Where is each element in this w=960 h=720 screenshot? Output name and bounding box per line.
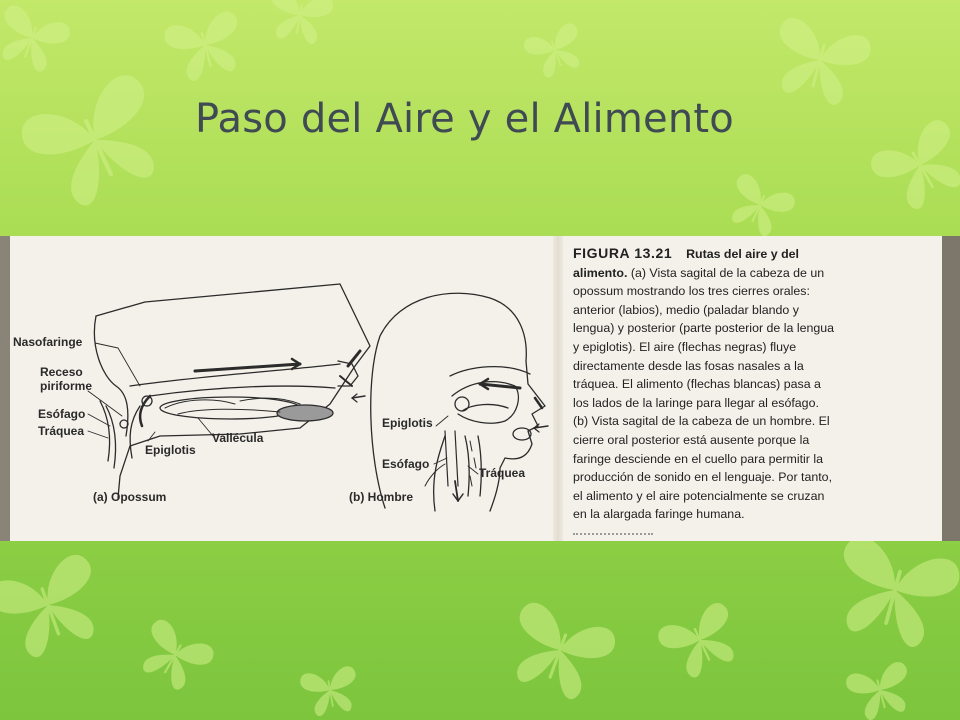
figure-caption <box>573 244 835 524</box>
label-receso: Receso <box>40 365 83 379</box>
butterfly-icon <box>131 616 218 697</box>
butterfly-icon <box>720 171 797 242</box>
slide-title: Paso del Aire y el Alimento <box>195 96 734 142</box>
butterfly-icon <box>844 660 917 720</box>
butterfly-icon <box>655 600 748 685</box>
butterfly-icon <box>499 599 620 707</box>
butterfly-icon <box>0 3 73 77</box>
label-traquea-a: Tráquea <box>38 424 85 438</box>
label-esofago-b: Esófago <box>382 457 430 471</box>
label-epiglotis-a: Epiglotis <box>145 443 196 457</box>
label-vallecula: Vallécula <box>212 431 264 445</box>
butterfly-icon <box>0 551 113 666</box>
butterfly-icon <box>299 665 362 718</box>
figure-caption-body: (a) Vista sagital de la cabeza de un opossum mostrando los tres cierres orales: anterior (labios), medio (paladar blando y lengua) y posterior (parte posterior de la lengua y epiglotis). El aire (flechas negras) fluye directamente desde las fosas nasales a la tráquea. El alimento (flechas blancas) pasa a los lados de la laringe para llegar al esófago. (b) Vista sagital de la cabeza de un hombre. El cierre oral posterior está ausente porque la faringe desciende en el cuello para permitir la producción de sonido en el lenguaje. Por tanto, el alimento y el aire potencialmente se cruzan en la alargada faringe humana. <box>573 265 835 522</box>
label-epiglotis-b: Epiglotis <box>382 416 433 430</box>
label-esofago-a: Esófago <box>38 407 86 421</box>
butterfly-icon <box>765 15 874 111</box>
figure-panel <box>0 236 960 541</box>
panel-b-caption: (b) Hombre <box>349 490 413 504</box>
butterfly-icon <box>522 21 590 82</box>
butterfly-icon <box>825 533 960 654</box>
label-nasofaringe: Nasofaringe <box>13 335 83 349</box>
label-piriforme: piriforme <box>40 379 93 393</box>
panel-a-caption: (a) Opossum <box>93 490 167 504</box>
figure-number: FIGURA 13.21 <box>573 245 673 261</box>
butterfly-icon <box>866 116 960 219</box>
butterfly-icon <box>16 69 178 218</box>
label-traquea-b: Tráquea <box>479 466 526 480</box>
butterfly-icon <box>162 9 250 86</box>
cropped-text-fragment <box>573 533 653 539</box>
butterfly-icon <box>265 0 335 47</box>
opossum-head-drawing <box>94 284 370 498</box>
scan-edge-right <box>942 236 960 541</box>
figure-title: Rutas del aire y del alimento. <box>573 247 800 280</box>
